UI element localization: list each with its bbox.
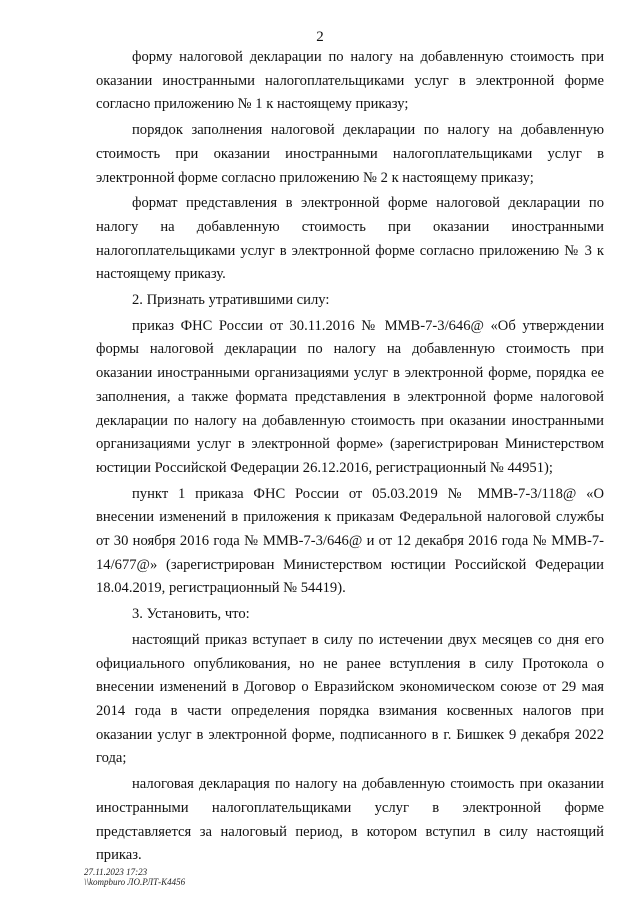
document-body <box>96 46 604 868</box>
paragraph-repealed-order-646: приказ ФНС России от 30.11.2016 № ММВ-7-3/646@ «Об утверждении формы налоговой декларации по налогу на добавленную стоимость при оказании иностранными организациями услуг в электронной форме, порядка ее заполнения, а также формата представления в электронной форме налоговой декларации по налогу на добавленную стоимость при оказании иностранными организациями услуг в электронной форме» (зарегистрирован Министерством юстиции Российской Федерации 26.12.2016, регистрационный № 44951); <box>96 317 604 476</box>
paragraph-section-3-heading: 3. Установить, что: <box>132 606 250 623</box>
footer-source: \\kompburo ЛО.РЛТ-К4456 <box>84 877 186 887</box>
paragraph-entry-into-force: настоящий приказ вступает в силу по истечении двух месяцев со дня его официального опубликования, но не ранее вступления в силу Протокола о внесении изменений в Договор о Евразийском экономическом союзе от 29 мая 2014 года в части определения порядка взимания косвенных налогов при оказании услуг в электронной форме, подписанного в г. Бишкек 9 декабря 2022 года; <box>96 631 604 767</box>
page-number: 2 <box>316 29 324 45</box>
paragraph-declaration-form: форму налоговой декларации по налогу на добавленную стоимость при оказании иностранными налогоплательщиками услуг в электронной форме согласно приложению № 1 к настоящему приказу; <box>96 49 604 113</box>
paragraph-electronic-format: формат представления в электронной форме налоговой декларации по налогу на добавленную стоимость при оказании иностранными налогоплательщиками услуг в электронной форме согласно приложению № 3 к настоящему приказу. <box>96 195 604 283</box>
paragraph-section-2-heading: 2. Признать утратившими силу: <box>132 292 330 309</box>
paragraph-tax-period: налоговая декларация по налогу на добавленную стоимость при оказании иностранными налогоплательщиками услуг в электронной форме представляется за налоговый период, в котором вступил в силу настоящий приказ. <box>96 776 604 864</box>
paragraph-filling-procedure: порядок заполнения налоговой декларации по налогу на добавленную стоимость при оказании иностранными налогоплательщиками услуг в электронной форме согласно приложению № 2 к настоящему приказу; <box>96 122 604 186</box>
paragraph-repealed-order-118: пункт 1 приказа ФНС России от 05.03.2019 № ММВ-7-3/118@ «О внесении изменений в приложения к приказам Федеральной налоговой службы от 30 ноября 2016 года № ММВ-7-3/646@ и от 12 декабря 2016 года № ММВ-7-14/677@» (зарегистрирован Министерством юстиции Российской Федерации 18.04.2019, регистрационный № 54419). <box>96 485 604 597</box>
document-footer <box>84 867 185 887</box>
footer-timestamp: 27.11.2023 17:23 <box>84 867 148 877</box>
